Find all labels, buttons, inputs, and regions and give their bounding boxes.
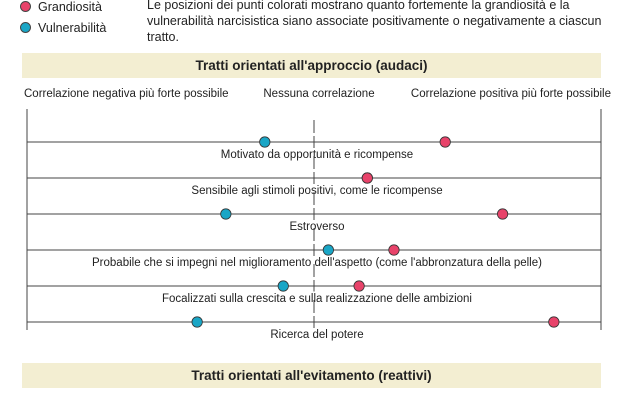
trait-label: Probabile che si impegni nel miglioramento dell'aspetto (come l'abbronzatura della pelle): [92, 257, 542, 269]
vulnerability-point: [192, 317, 202, 327]
vulnerability-point: [260, 137, 270, 147]
vulnerability-point: [323, 245, 333, 255]
scale-label-positive: Correlazione positiva più forte possibile: [410, 88, 611, 100]
trait-label: Ricerca del potere: [270, 329, 364, 341]
grandiosity-point: [354, 281, 364, 291]
scale-label-zero: Nessuna correlazione: [263, 88, 375, 100]
grandiosity-point: [389, 245, 399, 255]
section-header-approach: Tratti orientati all'approccio (audaci): [22, 53, 601, 78]
section-header-avoidance: Tratti orientati all'evitamento (reattivi): [22, 363, 601, 388]
grandiosity-point: [440, 137, 450, 147]
intro-text: Le posizioni dei punti colorati mostrano quanto fortemente la grandiosità e la vulnerabilità narcisistica siano associate positivamente o negativamente a ciascun tratto.: [147, 0, 602, 44]
legend-label-grandiosity: Grandiosità: [38, 0, 102, 14]
vulnerability-point: [221, 209, 231, 219]
vulnerability-point: [278, 281, 288, 291]
trait-label: Motivato da opportunità e ricompense: [220, 149, 414, 161]
legend-label-vulnerability: Vulnerabilità: [38, 20, 107, 35]
grandiosity-point: [549, 317, 559, 327]
grandiosity-point: [362, 173, 372, 183]
grandiosity-point: [497, 209, 507, 219]
trait-label: Sensibile agli stimoli positivi, come le ricompense: [191, 185, 443, 197]
trait-label: Estroverso: [289, 221, 345, 233]
trait-label: Focalizzati sulla crescita e sulla realizzazione delle ambizioni: [161, 293, 473, 305]
scale-label-negative: Correlazione negativa più forte possibile: [24, 88, 229, 100]
